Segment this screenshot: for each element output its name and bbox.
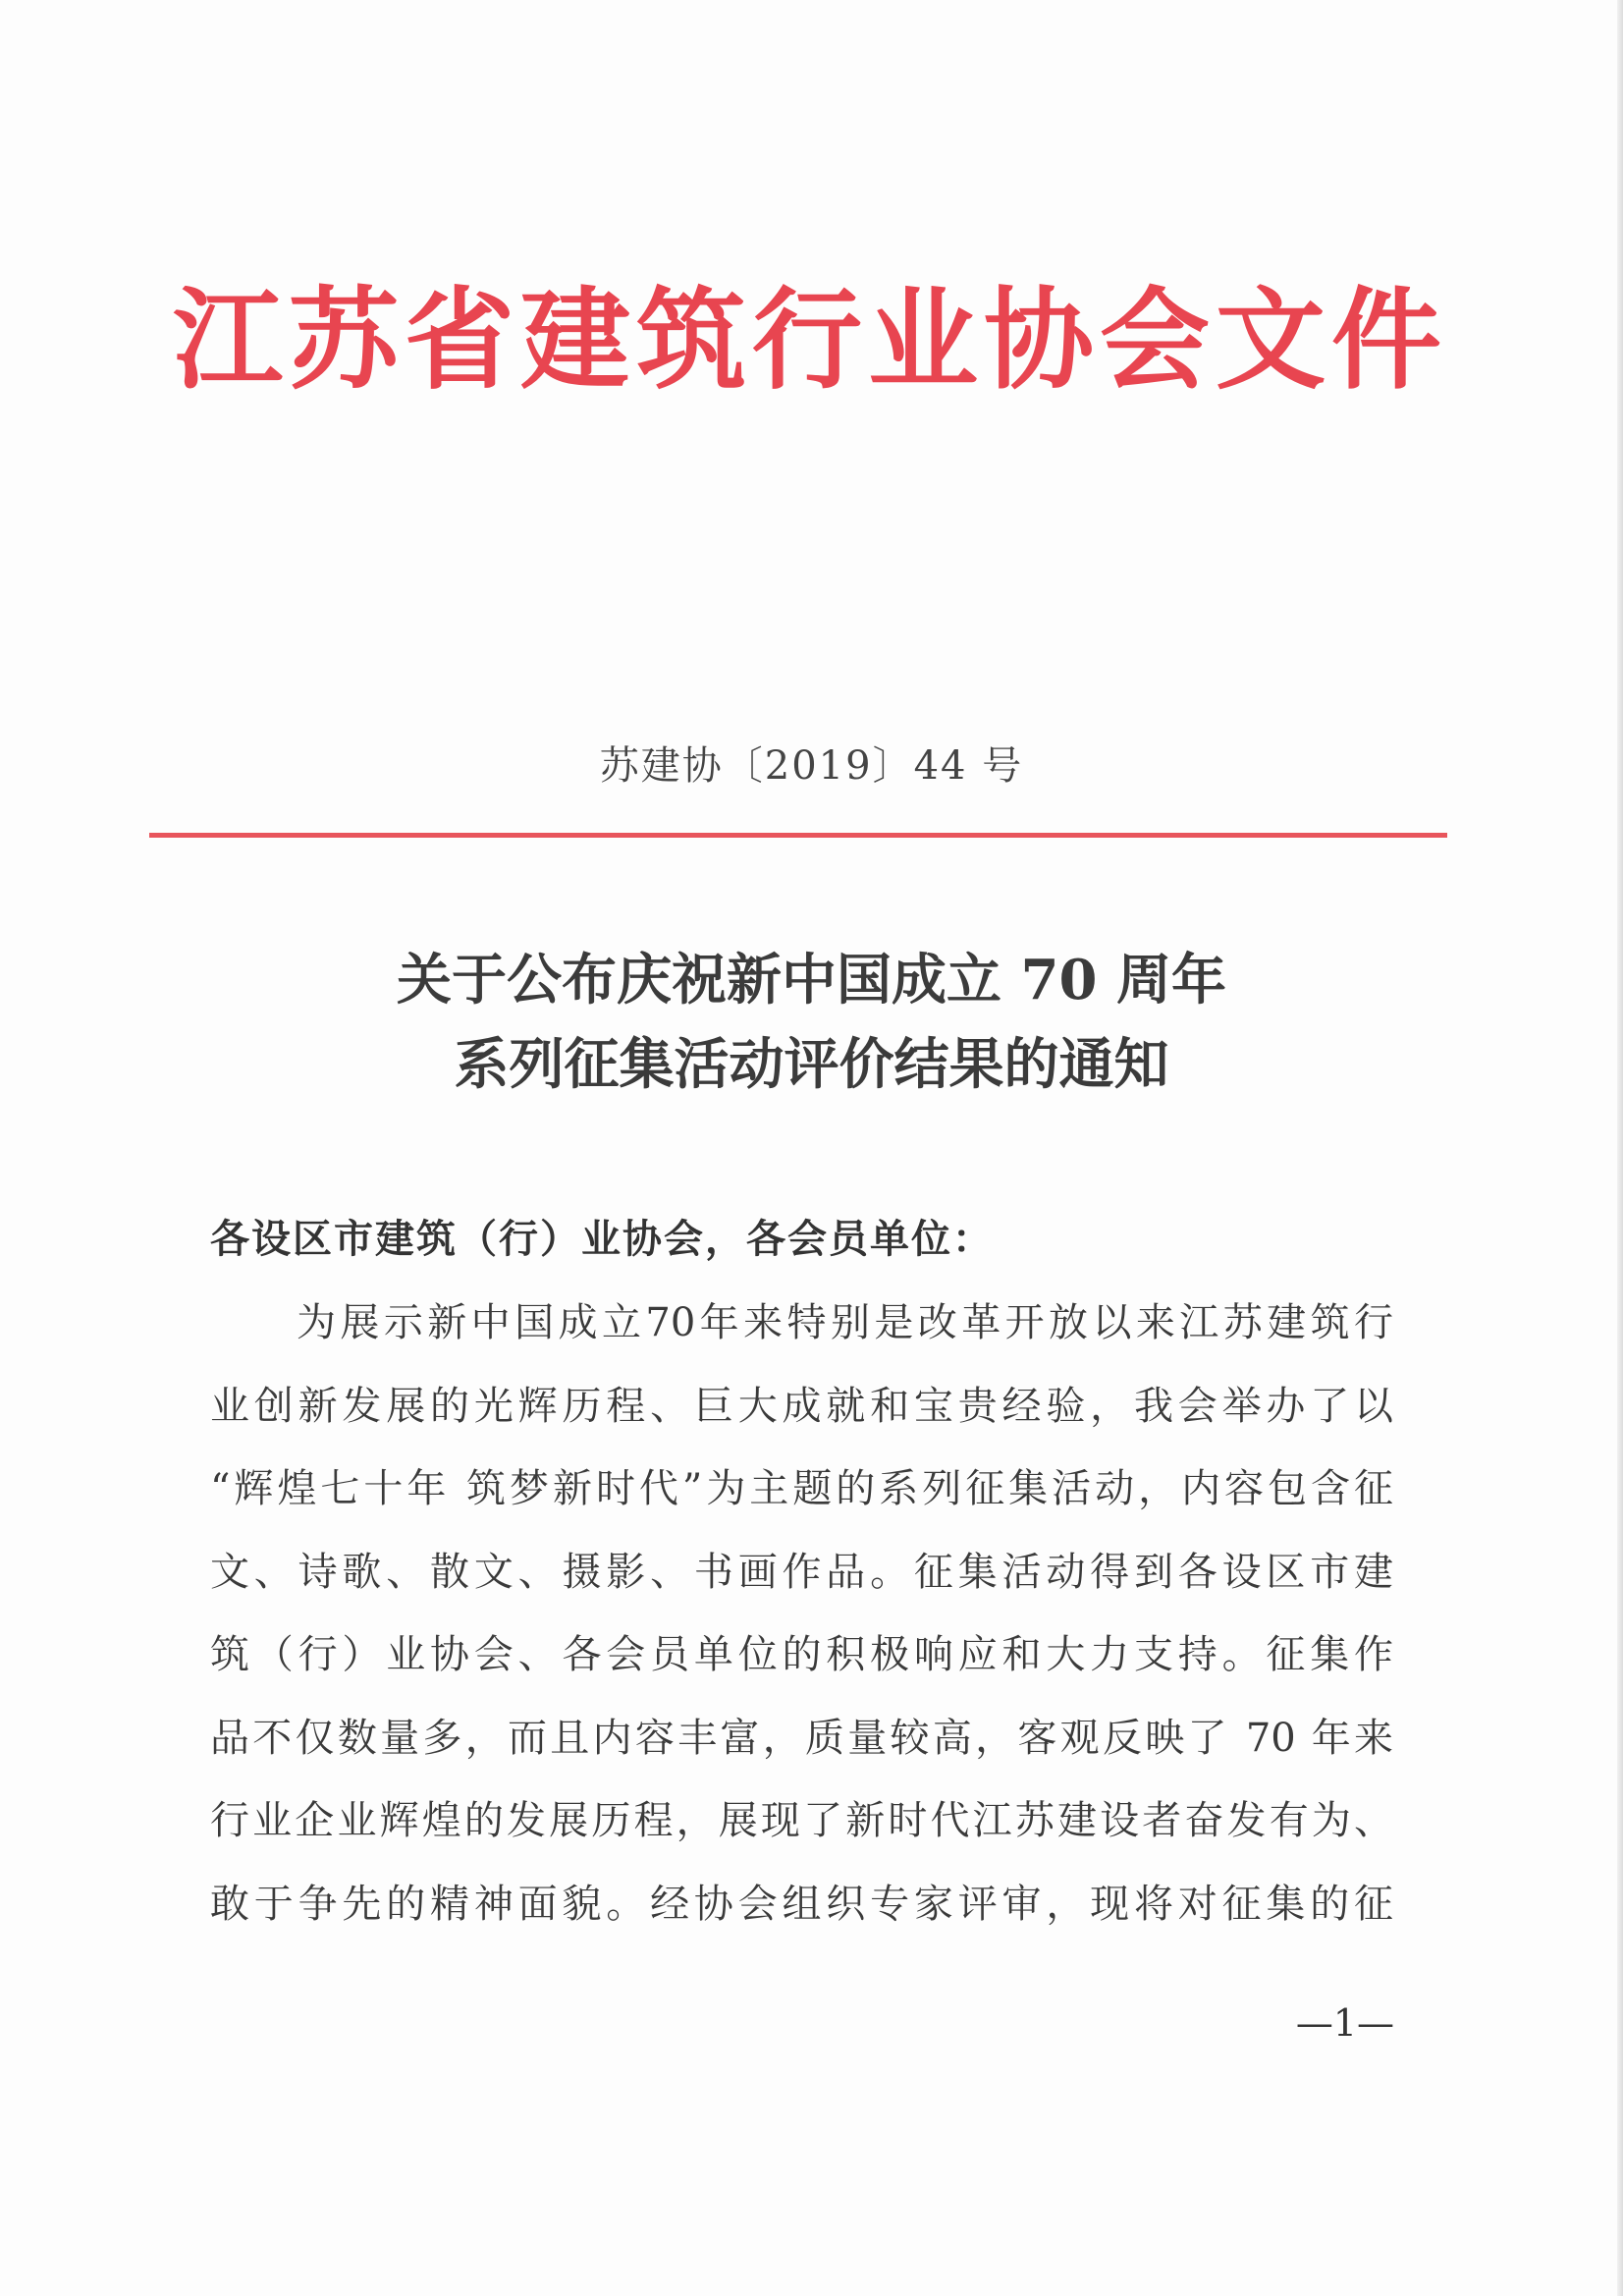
notice-title-line-1: 关于公布庆祝新中国成立 70 周年 <box>397 948 1226 1012</box>
notice-title-line-2: 系列征集活动评价结果的通知 <box>454 1032 1169 1097</box>
page-number: —1— <box>1295 2001 1394 2045</box>
scan-edge-shadow <box>1617 0 1623 2296</box>
body-line: 业创新发展的光辉历程、巨大成就和宝贵经验，我会举办了以 <box>210 1383 1393 1429</box>
salutation: 各设区市建筑（行）业协会，各会员单位： <box>210 1217 994 1262</box>
body-line: “辉煌七十年 筑梦新时代”为主题的系列征集活动，内容包含征 <box>210 1466 1393 1511</box>
red-divider-line <box>149 833 1447 838</box>
notice-title <box>0 938 1623 1107</box>
body-line: 为展示新中国成立70年来特别是改革开放以来江苏建筑行 <box>297 1300 1393 1345</box>
body-line: 筑（行）业协会、各会员单位的积极响应和大力支持。征集作 <box>210 1632 1393 1677</box>
organization-header-title: 江苏省建筑行业协会文件 <box>173 277 1447 405</box>
body-paragraph <box>210 1282 1393 1945</box>
document-number: 苏建协〔2019〕44 号 <box>599 743 1024 789</box>
body-line: 行业企业辉煌的发展历程，展现了新时代江苏建设者奋发有为、 <box>210 1798 1393 1843</box>
body-line: 文、诗歌、散文、摄影、书画作品。征集活动得到各设区市建 <box>210 1549 1393 1595</box>
body-line: 品不仅数量多，而且内容丰富，质量较高，客观反映了 70 年来 <box>210 1715 1393 1761</box>
body-line: 敢于争先的精神面貌。经协会组织专家评审，现将对征集的征 <box>210 1881 1393 1927</box>
